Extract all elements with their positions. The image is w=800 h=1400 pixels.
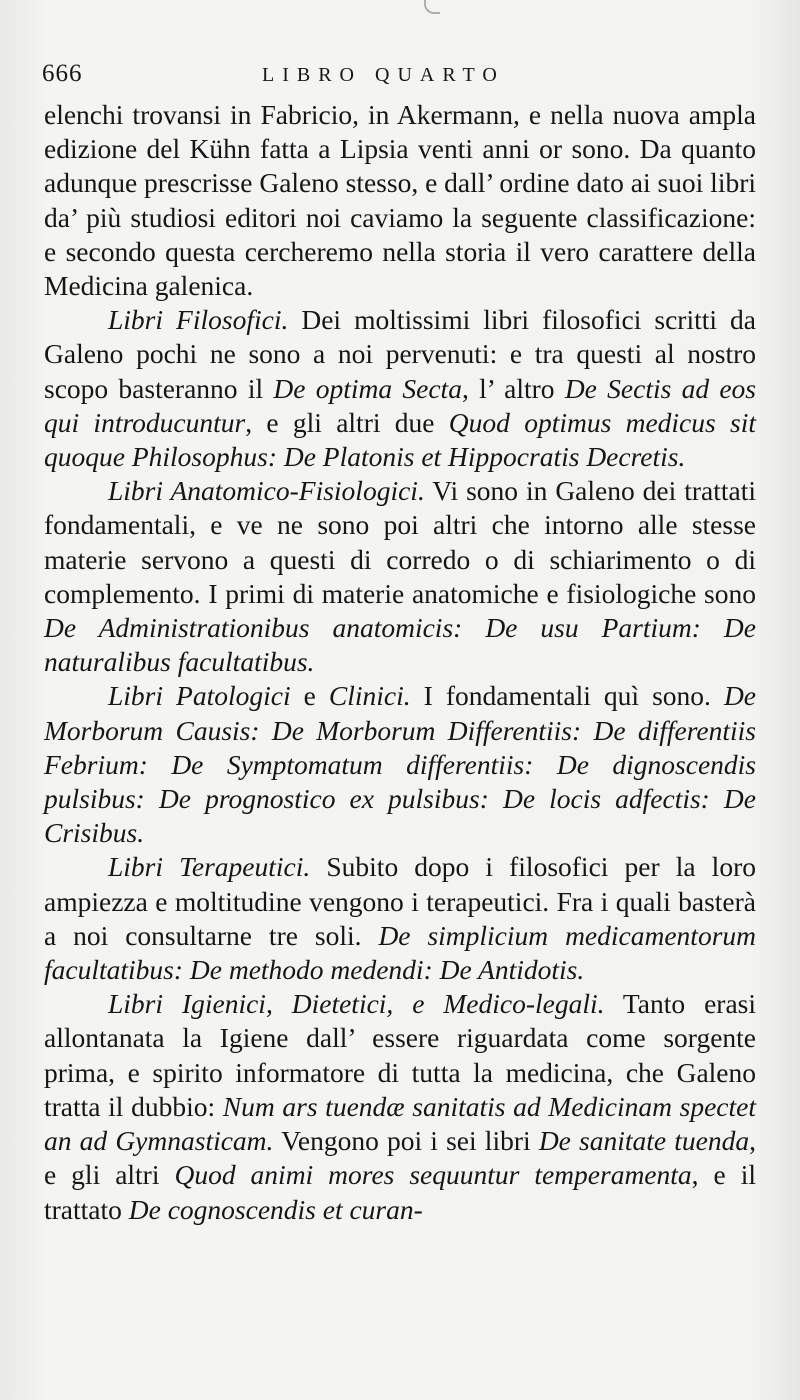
paragraph <box>44 98 756 303</box>
italic-text: De cognoscendis et curan- <box>128 1193 423 1225</box>
text-run: Vi sono in Galeno dei trattati fondamentali, e ve ne sono poi altri che intorno alle stesse materie servono a questi di corredo o di schiarimento o di complemento. I primi di materie anatomiche e fisiologiche sono <box>44 475 756 609</box>
paragraph <box>44 850 756 987</box>
text-run: Dei moltissimi libri filosofici scritti da Galeno pochi ne sono a noi pervenuti: e tra questi al nostro scopo basteranno il <box>44 304 757 404</box>
italic-text: Libri Patologici <box>108 680 291 712</box>
page-header <box>42 60 754 96</box>
text-run: , e il trattato <box>44 1159 756 1225</box>
italic-text: De Administrationibus anatomicis: De usu Partium: De naturalibus facultatibus. <box>44 612 756 678</box>
page-number: 666 <box>42 60 83 87</box>
italic-text: De sanitate tuenda <box>538 1125 750 1157</box>
paragraph <box>44 303 756 474</box>
italic-text: De Sectis ad eos qui introducuntur <box>44 372 757 438</box>
italic-text: Libri Anatomico-Fisiologici. <box>108 475 425 507</box>
page-edge-mark <box>424 0 440 14</box>
italic-text: Clinici. <box>328 680 411 712</box>
paragraph <box>44 474 756 679</box>
italic-text: De Morborum Causis: De Morborum Differentiis: De differentiis Febrium: De Symptomatum differentiis: De dignoscendis pulsibus: De prognostico ex pulsibus: De locis adfectis: De Crisibus. <box>44 680 757 849</box>
text-run: elenchi trovansi in Fabricio, in Akermann, e nella nuova ampla edizione del Kühn fatta a Lipsia venti anni or sono. Da quanto adunque prescrisse Galeno stesso, e dall’ ordine dato ai suoi libri da’ più studiosi editori noi caviamo la seguente classificazione: e secondo questa cercheremo nella storia il vero carattere della Medicina galenica. <box>44 99 757 302</box>
italic-text: Libri Igienici, Dietetici, e Medico-legali. <box>108 988 605 1020</box>
italic-text: Num ars tuendæ sanitatis ad Medicinam spectet an ad Gymnasticam. <box>44 1090 756 1157</box>
text-run: Vengono poi i sei libri <box>273 1125 539 1157</box>
paragraph <box>44 679 756 850</box>
running-head: LIBRO QUARTO <box>262 64 505 86</box>
italic-text: Libri Filosofici. <box>108 304 289 336</box>
italic-text: Quod optimus medicus sit quoque Philosophus: De Platonis et Hippocratis Decretis. <box>44 406 756 473</box>
text-run: Tanto erasi allontanata la Igiene dall’ essere riguardata come sorgente prima, e spirito informatore di tutta la medicina, che Galeno tratta il dubbio: <box>44 988 756 1122</box>
text-run: , e gli altri due <box>245 406 449 438</box>
italic-text: Libri Terapeutici. <box>108 851 311 883</box>
text-run: e <box>290 680 329 712</box>
text-run: I fondamentali quì sono. <box>410 680 724 712</box>
italic-text: De simplicium medicamentorum facultatibus: De methodo medendi: De Antidotis. <box>44 919 757 986</box>
paragraph <box>44 987 756 1226</box>
italic-text: Quod animi mores sequuntur temperamenta <box>174 1159 692 1191</box>
body-text <box>44 98 756 1227</box>
text-run: , l’ altro <box>461 372 565 404</box>
text-run: Subito dopo i filosofici per la loro ampiezza e moltitudine vengono i terapeutici. Fra i quali basterà a noi consultarne tre soli. <box>44 851 756 951</box>
text-run: , e gli altri <box>44 1125 756 1191</box>
italic-text: De optima Secta <box>273 372 462 404</box>
